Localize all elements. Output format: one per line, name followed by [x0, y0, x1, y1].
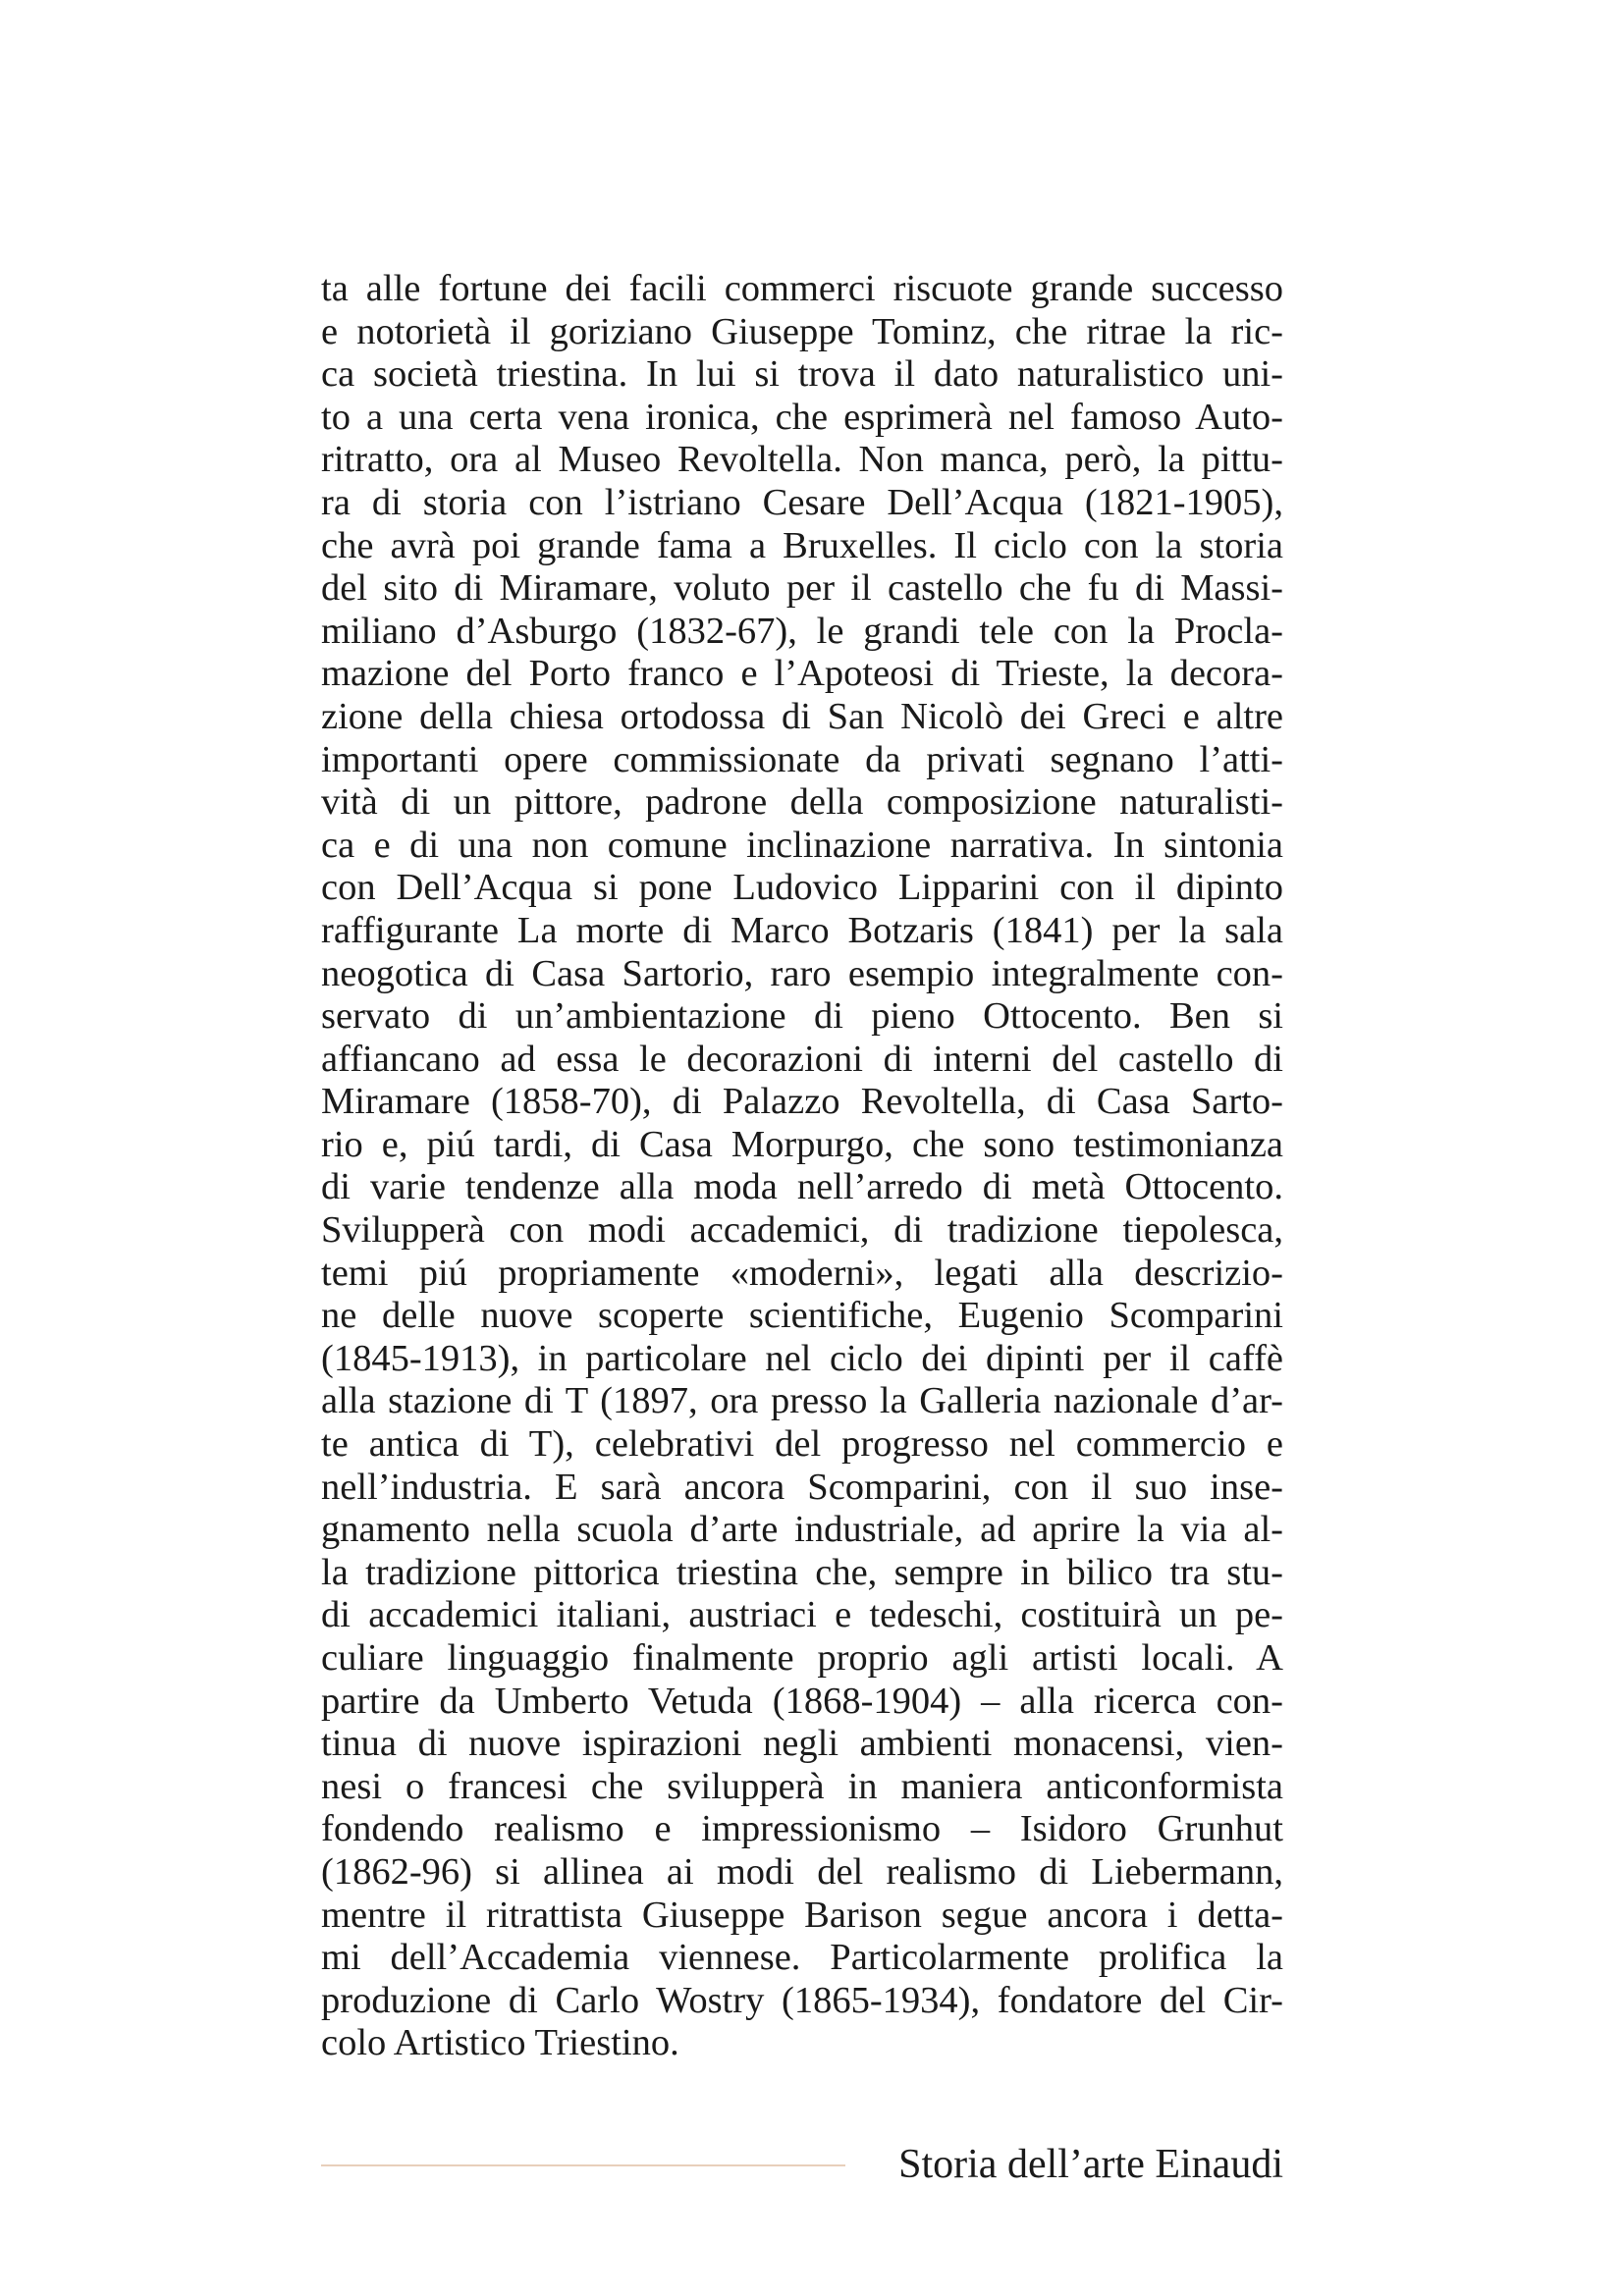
text-line: del sito di Miramare, voluto per il castello che fu di Massi-: [321, 567, 1283, 610]
text-line: e notorietà il goriziano Giuseppe Tominz, che ritrae la ric-: [321, 310, 1283, 352]
text-line: ca e di una non comune inclinazione narrativa. In sintonia: [321, 824, 1283, 866]
text-line: gnamento nella scuola d’arte industriale, ad aprire la via al-: [321, 1509, 1283, 1551]
footer-divider: [321, 2164, 845, 2166]
text-line: culiare linguaggio finalmente proprio agli artisti locali. A: [321, 1637, 1283, 1679]
text-line: affiancano ad essa le decorazioni di interni del castello di: [321, 1038, 1283, 1080]
text-line: di varie tendenze alla moda nell’arredo di metà Ottocento.: [321, 1166, 1283, 1208]
text-line: che avrà poi grande fama a Bruxelles. Il ciclo con la storia: [321, 524, 1283, 566]
text-line: (1862-96) si allinea ai modi del realismo di Liebermann,: [321, 1850, 1283, 1893]
text-line: Miramare (1858-70), di Palazzo Revoltella, di Casa Sarto-: [321, 1081, 1283, 1123]
text-line: mazione del Porto franco e l’Apoteosi di Trieste, la decora-: [321, 653, 1283, 695]
text-line: tinua di nuove ispirazioni negli ambienti monacensi, vien-: [321, 1723, 1283, 1765]
footer-book-title: Storia dell’arte Einaudi: [898, 2142, 1283, 2187]
text-line: fondendo realismo e impressionismo – Isidoro Grunhut: [321, 1808, 1283, 1850]
text-line: vità di un pittore, padrone della composizione naturalisti-: [321, 781, 1283, 824]
text-line: importanti opere commissionate da privati segnano l’atti-: [321, 738, 1283, 780]
text-line: alla stazione di T (1897, ora presso la Galleria nazionale d’ar-: [321, 1380, 1283, 1422]
text-line: la tradizione pittorica triestina che, sempre in bilico tra stu-: [321, 1551, 1283, 1593]
text-line: nesi o francesi che svilupperà in maniera anticonformista: [321, 1765, 1283, 1807]
text-line: con Dell’Acqua si pone Ludovico Lipparini con il dipinto: [321, 867, 1283, 909]
text-line: nell’industria. E sarà ancora Scomparini, con il suo inse-: [321, 1466, 1283, 1508]
text-line: (1845-1913), in particolare nel ciclo dei dipinti per il caffè: [321, 1337, 1283, 1379]
text-line: mentre il ritrattista Giuseppe Barison segue ancora i detta-: [321, 1894, 1283, 1936]
body-paragraph: [321, 268, 1283, 2065]
text-line: Svilupperà con modi accademici, di tradizione tiepolesca,: [321, 1209, 1283, 1252]
text-line: servato di un’ambientazione di pieno Ottocento. Ben si: [321, 995, 1283, 1038]
text-line: neogotica di Casa Sartorio, raro esempio integralmente con-: [321, 952, 1283, 994]
text-line: miliano d’Asburgo (1832-67), le grandi tele con la Procla-: [321, 610, 1283, 652]
text-line: ne delle nuove scoperte scientifiche, Eugenio Scomparini: [321, 1295, 1283, 1337]
text-line: ritratto, ora al Museo Revoltella. Non manca, però, la pittu-: [321, 439, 1283, 481]
text-line: ta alle fortune dei facili commerci riscuote grande successo: [321, 268, 1283, 309]
text-line: ca società triestina. In lui si trova il dato naturalistico uni-: [321, 353, 1283, 396]
text-line: produzione di Carlo Wostry (1865-1934), fondatore del Cir-: [321, 1979, 1283, 2021]
text-line: colo Artistico Triestino.: [321, 2022, 679, 2064]
text-line: di accademici italiani, austriaci e tedeschi, costituirà un pe-: [321, 1594, 1283, 1636]
text-line: raffigurante La morte di Marco Botzaris (1841) per la sala: [321, 909, 1283, 951]
text-line: temi piú propriamente «moderni», legati alla descrizio-: [321, 1252, 1283, 1294]
text-line: rio e, piú tardi, di Casa Morpurgo, che sono testimonianza: [321, 1123, 1283, 1165]
text-line: partire da Umberto Vetuda (1868-1904) – alla ricerca con-: [321, 1680, 1283, 1722]
text-line: mi dell’Accademia viennese. Particolarmente prolifica la: [321, 1937, 1283, 1979]
text-line: to a una certa vena ironica, che esprimerà nel famoso Auto-: [321, 396, 1283, 438]
text-line: zione della chiesa ortodossa di San Nicolò dei Greci e altre: [321, 695, 1283, 737]
text-line: te antica di T), celebrativi del progresso nel commercio e: [321, 1423, 1283, 1466]
text-line: ra di storia con l’istriano Cesare Dell’Acqua (1821-1905),: [321, 481, 1283, 523]
